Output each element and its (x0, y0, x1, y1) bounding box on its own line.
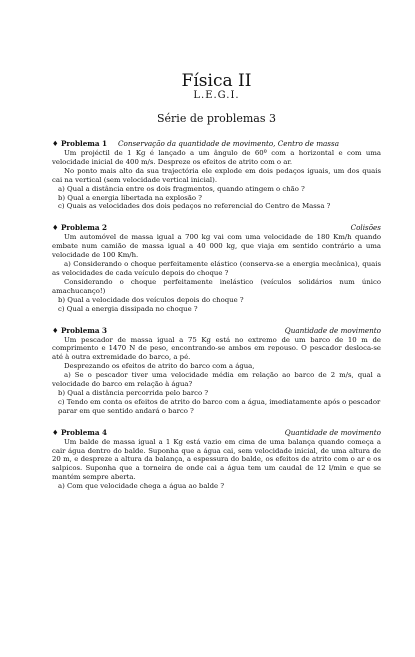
problem-name: ♦ Problema 4 (52, 427, 108, 437)
problem-heading (52, 428, 381, 438)
page-subtitle: L.E.G.I. (193, 90, 240, 101)
problem-paragraph: No ponto mais alto da sua trajectória ele explode em dois pedaços iguais, um dos quais cai na vertical (sem velocidade vertical inicial). (52, 166, 381, 184)
problem-topic: Quantidade de movimento (284, 427, 381, 437)
problem-topic: Conservação da quantidade de movimento, Centro de massa (118, 139, 339, 148)
problem-paragraph: Um projéctil de 1 Kg é lançado a um ângulo de 60º com a horizontal e com uma velocidade inicial de 400 m/s. Despreze os efeitos de atrito com o ar. (52, 149, 381, 166)
problem-question: b) Qual a energia libertada na explosão ? (58, 193, 202, 202)
problem-name: ♦ Problema 3 (52, 325, 108, 335)
problem-question: c) Qual a energia dissipada no choque ? (58, 304, 198, 313)
problem-2 (52, 223, 381, 313)
problem-question: a) Qual a distância entre os dois fragmentos, quando atingem o chão ? (58, 184, 305, 193)
problem-paragraph: Um pescador de massa igual a 75 Kg está no extremo de um barco de 10 m de comprimento e 1470 N de peso, encontrando-se ambos em repouso. O pescador desloca-se até à outra extremidade do barco, a pé. (52, 335, 381, 362)
problem-paragraph: a) Considerando o choque perfeitamente elástico (conserva-se a energia mecânica), quais as velocidades de cada veículo depois do choque ? (52, 260, 381, 277)
problem-paragraph: Um balde de massa igual a 1 Kg está vazio em cima de uma balança quando começa a cair água dentro do balde. Suponha que a água cai, sem velocidade inicial, de uma altura de 20 m, e despreze a altura da balança, a espessura do balde, os efeitos de atrito com o ar e os salpicos. Suponha que a torneira de onde cai a água tem um caudal de 12 l/min e que se mantém sempre aberta. (52, 437, 381, 482)
problem-question: b) Qual a velocidade dos veículos depois do choque ? (58, 295, 244, 304)
problem-question: c) Quais as velocidades dos dois pedaços no referencial do Centro de Massa ? (58, 202, 331, 211)
problem-topic: Colisões (350, 223, 381, 233)
problem-name: ♦ Problema 2 (52, 223, 108, 233)
problem-question: a) Com que velocidade chega a água ao balde ? (58, 482, 225, 491)
series-title: Série de problemas 3 (157, 112, 276, 125)
page-title: Física II (181, 71, 252, 91)
problem-paragraph: Considerando o choque perfeitamente inelástico (veículos solidários num único amachucanço!) (52, 277, 381, 295)
problem-paragraph: a) Se o pescador tiver uma velocidade média em relação ao barco de 2 m/s, qual a velocidade do barco em relação à água? (52, 371, 381, 389)
problem-heading (52, 223, 381, 233)
document-page (0, 72, 415, 657)
problem-question: c) Tendo em conta os efeitos de atrito do barco com a água, imediatamente após o pescador parar em que sentido andará o barco ? (58, 397, 381, 415)
problem-heading (52, 139, 381, 149)
problem-4 (52, 428, 381, 491)
problem-question: b) Qual a distância percorrida pelo barco ? (58, 388, 209, 397)
problem-paragraph: Um automóvel de massa igual a 700 kg vai com uma velocidade de 180 Km/h quando embate num camião de massa igual a 40 000 kg, que viaja em sentido contrário a uma velocidade de 100 Km/h. (52, 233, 381, 260)
problem-topic: Quantidade de movimento (284, 325, 381, 335)
problem-name: ♦ Problema 1 (52, 139, 108, 148)
problem-paragraph: Desprezando os efeitos de atrito do barco com a água, (64, 362, 255, 371)
problem-3 (52, 326, 381, 416)
document-header (52, 72, 381, 125)
problem-heading (52, 326, 381, 336)
problem-1 (52, 139, 381, 211)
